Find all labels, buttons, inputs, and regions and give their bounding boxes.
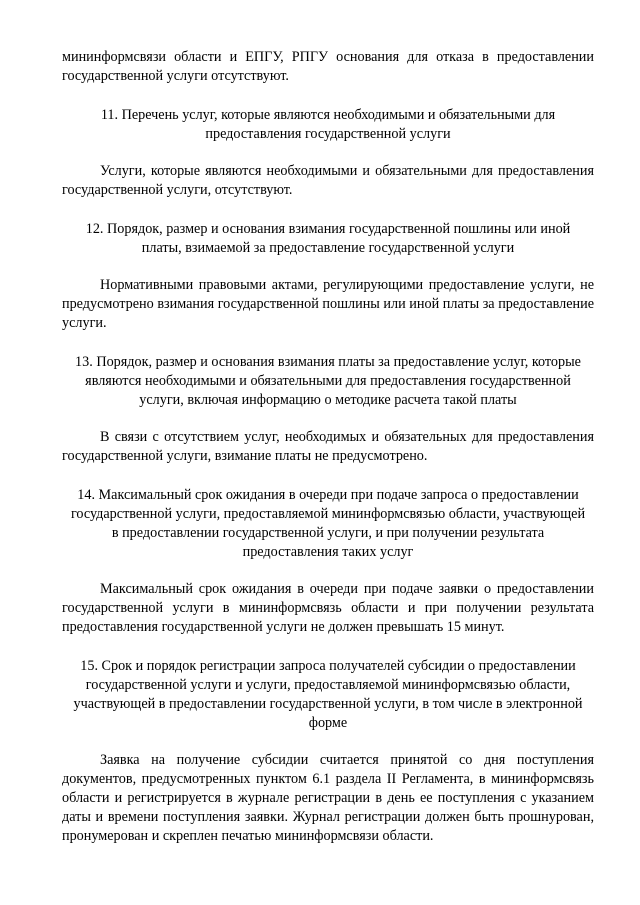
section-11-heading: 11. Перечень услуг, которые являются необходимыми и обязательными для предоставления государственной услуги bbox=[100, 107, 556, 142]
section-15-body: Заявка на получение субсидии считается принятой со дня поступления документов, предусмотренных пунктом 6.1 раздела II Регламента, в мининформсвязь области и регистрируется в журнале регистрации в день ее поступления с указанием даты и времени поступления заявки. Журнал регистрации должен быть прошнурован, пронумерован и скреплен печатью мининформсвязи области. bbox=[62, 752, 594, 844]
section-14-heading: 14. Максимальный срок ожидания в очереди при подаче запроса о предоставлении государственной услуги, предоставляемой мининформсвязью области, участвующей в предоставлении государственной услуги, и при получении результата предоставления таких услуг bbox=[70, 487, 586, 560]
section-12-body: Нормативными правовыми актами, регулирующими предоставление услуги, не предусмотрено взимания государственной пошлины или иной платы за предоставление услуги. bbox=[62, 277, 594, 331]
intro-paragraph: мининформсвязи области и ЕПГУ, РПГУ основания для отказа в предоставлении государственной услуги отсутствуют. bbox=[62, 49, 594, 84]
document-page bbox=[62, 48, 594, 846]
section-12-heading: 12. Порядок, размер и основания взимания государственной пошлины или иной платы, взимаемой за предоставление государственной услуги bbox=[85, 221, 571, 256]
section-13-heading: 13. Порядок, размер и основания взимания платы за предоставление услуг, которые являются необходимыми и обязательными для предоставления государственной услуги, включая информацию о методике расчета такой платы bbox=[75, 354, 581, 408]
section-15-heading: 15. Срок и порядок регистрации запроса получателей субсидии о предоставлении государственной услуги и услуги, предоставляемой мининформсвязью области, участвующей в предоставлении государственной услуги, в том числе в электронной форме bbox=[73, 658, 583, 731]
section-14-body: Максимальный срок ожидания в очереди при подаче заявки о предоставлении государственной услуги в мининформсвязь области и при получении результата предоставления государственной услуги не должен превышать 15 минут. bbox=[62, 581, 594, 635]
section-11-body: Услуги, которые являются необходимыми и обязательными для предоставления государственной услуги, отсутствуют. bbox=[62, 163, 594, 198]
section-13-body: В связи с отсутствием услуг, необходимых и обязательных для предоставления государственной услуги, взимание платы не предусмотрено. bbox=[62, 429, 594, 464]
